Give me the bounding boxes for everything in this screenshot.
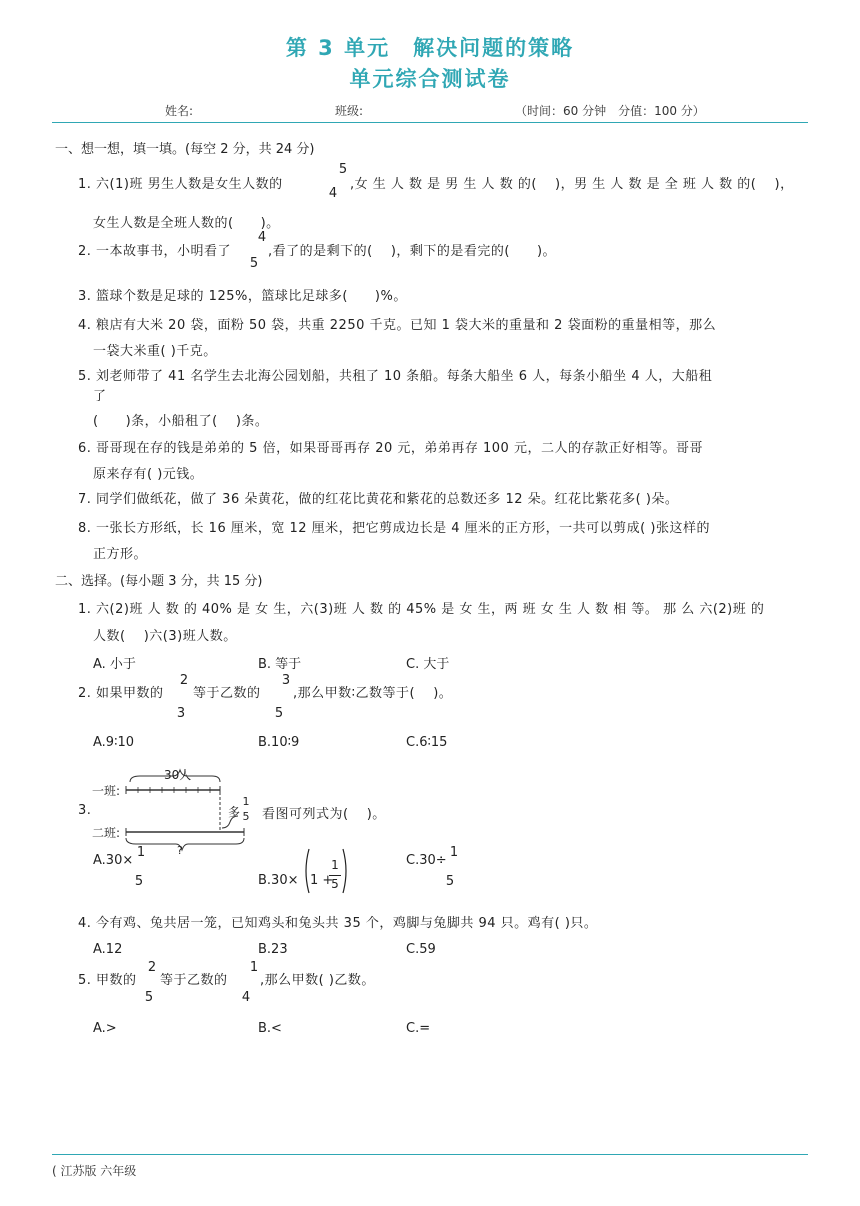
s2-q3-text: 看图可列式为( )。 — [262, 807, 386, 822]
s2-q5-frac2-num: 1 — [249, 960, 259, 975]
s2-q1-opt-c[interactable]: C. 大于 — [406, 657, 450, 672]
diagram-top-label: 30人 — [164, 768, 192, 782]
s1-q2-linea: 2. 一本故事书，小明看了 — [78, 244, 232, 259]
s2-q3-opt-c[interactable]: C.30÷ — [406, 853, 447, 868]
s2-q5-frac1-num: 2 — [147, 960, 157, 975]
s2-q3-opt-a[interactable]: A.30× — [93, 853, 134, 868]
diagram-row1-label: 一班: — [92, 784, 121, 798]
diagram-frac-den: 5 — [242, 810, 250, 823]
s1-q6-line2: 原来存有( )元钱。 — [93, 467, 204, 482]
s1-q3: 3. 篮球个数是足球的 125%，篮球比足球多( )%。 — [78, 289, 407, 304]
s2-q2-opt-b[interactable]: B.10∶9 — [258, 735, 300, 750]
s2-q5-opt-c[interactable]: C.= — [406, 1021, 431, 1036]
s1-q1-frac-den: 4 — [328, 186, 338, 201]
diagram-more-label: 多 — [228, 805, 241, 819]
section2-heading: 二、选择。(每小题 3 分，共 15 分) — [55, 574, 263, 589]
s2-q5-lineb: 等于乙数的 — [160, 973, 228, 988]
s1-q2-lineb: ,看了的是剩下的( )，剩下的是看完的( )。 — [268, 244, 557, 259]
s1-q4-line1: 4. 粮店有大米 20 袋，面粉 50 袋，共重 2250 千克。已知 1 袋大米的重量和 2 袋面粉的重量相等，那么 — [78, 318, 717, 333]
s1-q5-line3: ( )条，小船租了( )条。 — [93, 414, 269, 429]
class-label: 班级: — [335, 104, 364, 118]
diagram-frac-num: 1 — [242, 795, 250, 808]
diagram-question-mark: ? — [177, 844, 183, 857]
s2-q1-line1: 1. 六(2)班 人 数 的 40% 是 女 生，六(3)班 人 数 的 45% 是 女 生，两 班 女 生 人 数 相 等。 那 么 六(2)班 的 — [78, 602, 765, 617]
right-paren-icon — [342, 848, 350, 894]
header-rule — [52, 122, 808, 123]
s2-q2-lineb: 等于乙数的 — [193, 686, 261, 701]
page-subtitle: 单元综合测试卷 — [349, 67, 511, 91]
s2-q2-frac2-den: 5 — [274, 706, 284, 721]
s2-q2-frac1-den: 3 — [176, 706, 186, 721]
s2-q5-opt-b[interactable]: B.< — [258, 1021, 282, 1036]
s2-q3-opt-a-num: 1 — [136, 845, 146, 860]
s1-q5-line2: 了 — [93, 389, 107, 404]
s2-q3-opt-c-den: 5 — [445, 874, 455, 889]
time-score: （时间：60 分钟 分值：100 分） — [515, 104, 705, 118]
left-paren-icon — [302, 848, 310, 894]
s2-q3-opt-c-num: 1 — [449, 845, 459, 860]
footer-rule — [52, 1154, 808, 1155]
name-label: 姓名: — [165, 104, 194, 118]
s2-q1-opt-a[interactable]: A. 小于 — [93, 657, 136, 672]
s2-q3-opt-b-num: 1 — [331, 858, 339, 872]
s2-q4-opt-c[interactable]: C.59 — [406, 942, 436, 957]
s1-q1-line2: 女生人数是全班人数的( )。 — [93, 216, 280, 231]
footer-text: ( 江苏版 六年级 — [52, 1164, 137, 1178]
s2-q2-linea: 2. 如果甲数的 — [78, 686, 164, 701]
s2-q5-opt-a[interactable]: A.> — [93, 1021, 117, 1036]
s2-q3-opt-b-fracbar — [329, 875, 341, 876]
s2-q5-linec: ,那么甲数( )乙数。 — [260, 973, 375, 988]
s2-q3-opt-b-den: 5 — [331, 877, 339, 891]
s2-q3-number: 3. — [78, 803, 92, 818]
s1-q8-line2: 正方形。 — [93, 547, 148, 562]
s1-q7: 7. 同学们做纸花，做了 36 朵黄花，做的红花比黄花和紫花的总数还多 12 朵。红花比紫花多( )朵。 — [78, 492, 679, 507]
s1-q8-line1: 8. 一张长方形纸，长 16 厘米，宽 12 厘米，把它剪成边长是 4 厘米的正方形，一共可以剪成( )张这样的 — [78, 521, 710, 536]
s2-q1-line2: 人数( )六(3)班人数。 — [93, 629, 237, 644]
s2-q2-frac1-num: 2 — [179, 673, 189, 688]
s1-q1-frac-num: 5 — [338, 162, 348, 177]
s2-q5-linea: 5. 甲数的 — [78, 973, 137, 988]
s2-q3-opt-a-den: 5 — [134, 874, 144, 889]
s1-q2-frac-num: 4 — [257, 230, 267, 245]
s2-q3-opt-b[interactable]: B.30× — [258, 873, 299, 888]
s1-q5-line1: 5. 刘老师带了 41 名学生去北海公园划船，共租了 10 条船。每条大船坐 6 人，每条小船坐 4 人，大船租 — [78, 369, 713, 384]
s2-q2-opt-c[interactable]: C.6∶15 — [406, 735, 448, 750]
s2-q3-opt-b-in: 1 + — [310, 873, 334, 888]
s2-q4-opt-a[interactable]: A.12 — [93, 942, 123, 957]
s1-q1-line1b: ,女 生 人 数 是 男 生 人 数 的( )，男 生 人 数 是 全 班 人 数 的( )， — [350, 177, 794, 192]
s1-q1-line1a: 1. 六(1)班 男生人数是女生人数的 — [78, 177, 283, 192]
diagram-row2-label: 二班: — [92, 826, 121, 840]
s2-q2-opt-a[interactable]: A.9∶10 — [93, 735, 134, 750]
s2-q4-line: 4. 今有鸡、兔共居一笼，已知鸡头和兔头共 35 个，鸡脚与兔脚共 94 只。鸡有( )只。 — [78, 916, 598, 931]
s2-q2-frac2-num: 3 — [281, 673, 291, 688]
s1-q6-line1: 6. 哥哥现在存的钱是弟弟的 5 倍，如果哥哥再存 20 元，弟弟再存 100 元，二人的存款正好相等。哥哥 — [78, 441, 703, 456]
s1-q2-frac-den: 5 — [249, 256, 259, 271]
s2-q4-opt-b[interactable]: B.23 — [258, 942, 288, 957]
s2-q1-opt-b[interactable]: B. 等于 — [258, 657, 302, 672]
s2-q5-frac2-den: 4 — [241, 990, 251, 1005]
s2-q5-frac1-den: 5 — [144, 990, 154, 1005]
s2-q2-linec: ,那么甲数∶乙数等于( )。 — [293, 686, 453, 701]
section1-heading: 一、想一想，填一填。(每空 2 分，共 24 分) — [55, 142, 315, 157]
s1-q4-line2: 一袋大米重( )千克。 — [93, 344, 217, 359]
page-title: 第 3 单元 解决问题的策略 — [285, 36, 575, 60]
